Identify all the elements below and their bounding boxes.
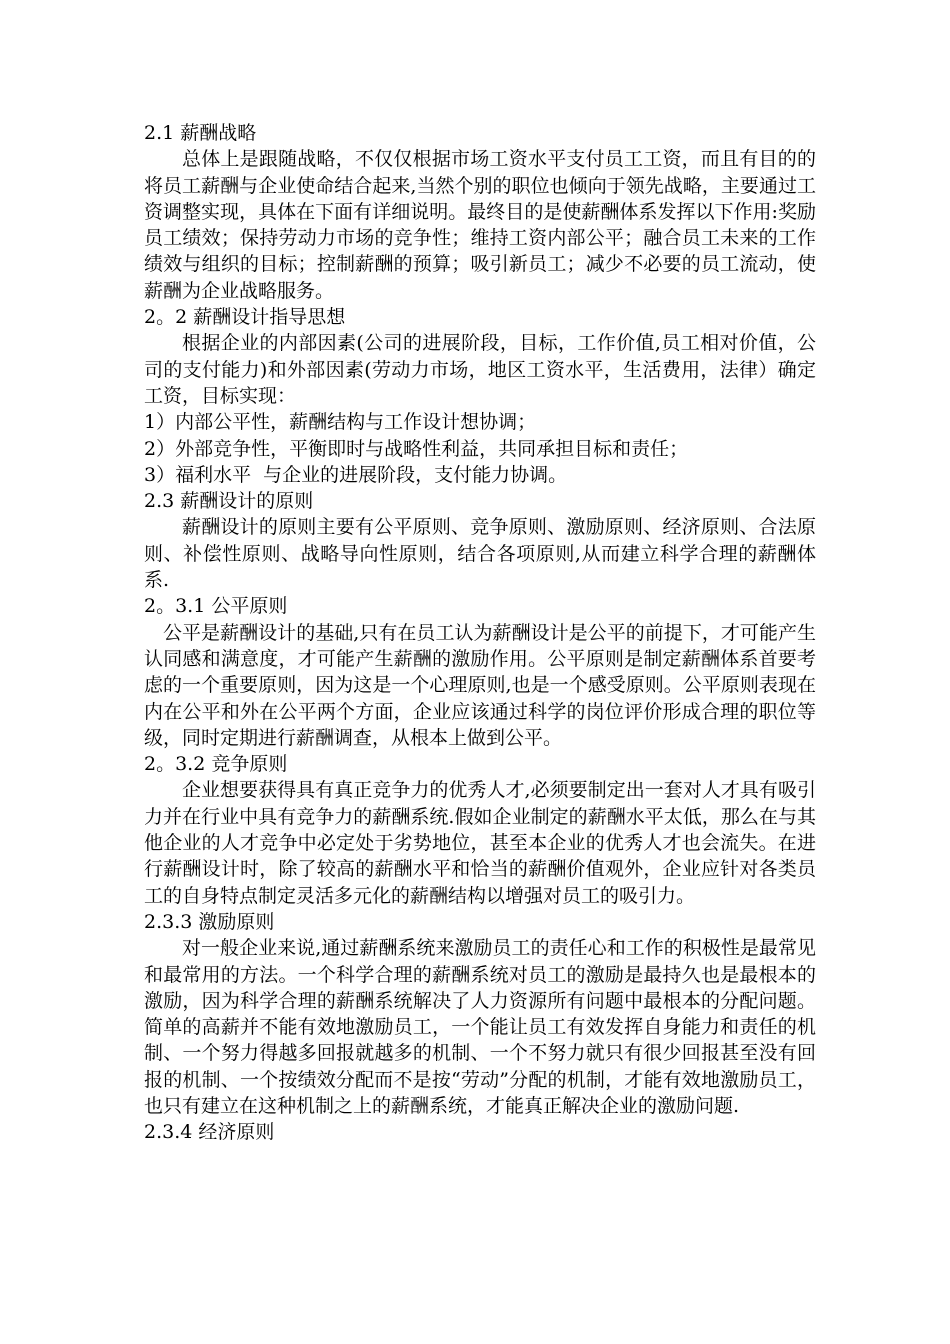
- list-item-external-competitiveness: 2）外部竞争性，平衡即时与战略性利益，共同承担目标和责任；: [144, 437, 689, 460]
- section-heading-fairness-principle: 2。3.1 公平原则: [144, 595, 288, 618]
- paragraph-salary-strategy: 总体上是跟随战略，不仅仅根据市场工资水平支付员工工资，而且有目的的将员工薪酬与企业使命结合起来,当然个别的职位也倾向于领先战略，主要通过工资调整实现，具体在下面有详细说明。最终目的是使薪酬体系发挥以下作用:奖励员工绩效；保持劳动力市场的竞争性；维持工资内部公平；融合员工未来的工作绩效与组织的目标；控制薪酬的预算；吸引新员工；减少不必要的员工流动，使薪酬为企业战略服务。: [144, 148, 816, 302]
- list-item-internal-fairness: 1）内部公平性，薪酬结构与工作设计想协调；: [144, 411, 537, 434]
- section-heading-design-principles: 2.3 薪酬设计的原则: [144, 490, 314, 513]
- paragraph-design-guidance: 根据企业的内部因素(公司的进展阶段，目标，工作价值,员工相对价值，公司的支付能力)和外部因素(劳动力市场，地区工资水平，生活费用，法律）确定工资，目标实现：: [144, 332, 816, 407]
- paragraph-design-principles: 薪酬设计的原则主要有公平原则、竞争原则、激励原则、经济原则、合法原则、补偿性原则、战略导向性原则，结合各项原则,从而建立科学合理的薪酬体系.: [144, 516, 816, 592]
- section-heading-economy-principle: 2.3.4 经济原则: [144, 1121, 275, 1144]
- paragraph-fairness-principle: 公平是薪酬设计的基础,只有在员工认为薪酬设计是公平的前提下，才可能产生认同感和满意度，才可能产生薪酬的激励作用。公平原则是制定薪酬体系首要考虑的一个重要原则，因为这是一个心理原则,也是一个感受原则。公平原则表现在内在公平和外在公平两个方面，企业应该通过科学的岗位评价形成合理的职位等级，同时定期进行薪酬调查，从根本上做到公平。: [144, 621, 816, 749]
- paragraph-incentive-principle: 对一般企业来说,通过薪酬系统来激励员工的责任心和工作的积极性是最常见和最常用的方法。一个科学合理的薪酬系统对员工的激励是最持久也是最根本的激励，因为科学合理的薪酬系统解决了人力资源所有问题中最根本的分配问题。简单的高薪并不能有效地激励员工，一个能让员工有效发挥自身能力和责任的机制、一个努力得越多回报就越多的机制、一个不努力就只有很少回报甚至没有回报的机制、一个按绩效分配而不是按“劳动”分配的机制，才能有效地激励员工，也只有建立在这种机制之上的薪酬系统，才能真正解决企业的激励问题.: [144, 937, 816, 1117]
- document-body: [144, 120, 816, 1146]
- paragraph-competition-principle: 企业想要获得具有真正竞争力的优秀人才,必须要制定出一套对人才具有吸引力并在行业中具有竞争力的薪酬系统.假如企业制定的薪酬水平太低，那么在与其他企业的人才竞争中必定处于劣势地位，甚至本企业的优秀人才也会流失。在进行薪酬设计时，除了较高的薪酬水平和恰当的薪酬价值观外，企业应针对各类员工的自身特点制定灵活多元化的薪酬结构以增强对员工的吸引力。: [144, 779, 816, 907]
- section-heading-competition-principle: 2。3.2 竞争原则: [144, 753, 288, 776]
- list-item-welfare-level: 3）福利水平 与企业的进展阶段，支付能力协调。: [144, 463, 568, 486]
- section-heading-salary-strategy: 2.1 薪酬战略: [144, 122, 257, 144]
- section-heading-design-guidance: 2。2 薪酬设计指导思想: [144, 306, 346, 329]
- section-heading-incentive-principle: 2.3.3 激励原则: [144, 910, 275, 933]
